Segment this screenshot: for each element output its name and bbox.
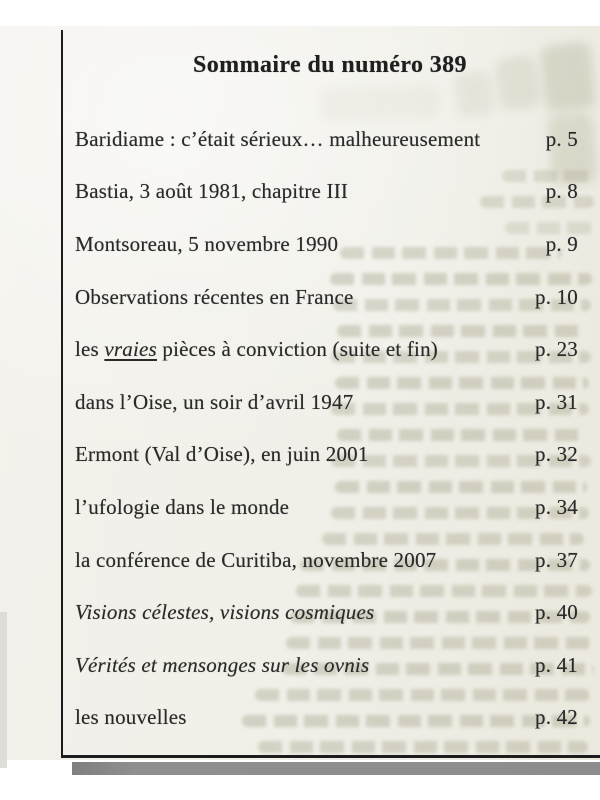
toc-entry: [75, 586, 578, 639]
toc-entry-label-segment: Montsoreau, 5 novembre 1990: [75, 231, 339, 256]
toc-entry-page: p. 37: [535, 547, 578, 572]
toc-entry-label: [75, 232, 338, 257]
toc-entry-page: p. 32: [535, 442, 578, 467]
toc-entry-label-segment: vraies: [104, 337, 157, 362]
toc-entry-page: p. 41: [535, 652, 578, 677]
toc-entry-label: [75, 337, 438, 362]
toc-entry-page: p. 9: [545, 231, 578, 256]
toc-entry: [75, 692, 578, 745]
toc-entry-label-segment: la conférence de Curitiba, novembre 2007: [75, 547, 437, 572]
scan-edge-strip: [0, 612, 7, 768]
toc-entry-label-segment: Visions célestes, visions cosmiques: [75, 600, 375, 625]
toc-entry-label-segment: Bastia, 3 août 1981, chapitre III: [75, 179, 349, 204]
toc-entry-label: [75, 705, 187, 730]
page-frame-left-border: [61, 30, 63, 758]
toc-entry: [75, 534, 578, 587]
toc-entry-label: [75, 285, 354, 310]
page-frame-bottom-border: [61, 755, 600, 758]
toc-entry: [75, 323, 578, 376]
toc-entry-label-segment: l’ufologie dans le monde: [75, 494, 290, 519]
toc-entry-page: p. 40: [535, 600, 578, 625]
toc-entry-label: [75, 495, 289, 520]
toc-entry-label-segment: les nouvelles: [75, 705, 187, 730]
toc-entry: [75, 481, 578, 534]
toc-entry-page: p. 42: [535, 705, 578, 730]
toc-entry: [75, 376, 578, 429]
page-paper: [0, 26, 600, 760]
toc-entry-label-segment: Observations récentes en France: [75, 284, 354, 309]
toc-entry-label-segment: pièces à conviction (suite et fin): [156, 337, 438, 362]
toc-entry-label-segment: les: [75, 337, 105, 362]
toc-entry: [75, 113, 578, 166]
toc-entry-page: p. 31: [535, 389, 578, 414]
toc-entry-page: p. 8: [545, 179, 578, 204]
toc-entry-label-segment: Vérités et mensonges sur les ovnis: [75, 652, 370, 677]
toc-entry: [75, 429, 578, 482]
toc-entry-page: p. 10: [535, 284, 578, 309]
toc-entry-label: [75, 653, 369, 678]
toc-entry-label-segment: dans l’Oise, un soir d’avril 1947: [75, 389, 354, 414]
toc-entry-label: [75, 390, 353, 415]
toc-entry-label: [75, 600, 374, 625]
toc-entry-label-segment: Baridiame : c’était sérieux… malheureusement: [75, 126, 481, 151]
toc-entry-page: p. 34: [535, 494, 578, 519]
toc-entry-page: p. 23: [535, 337, 578, 362]
scan-shadow-band: [72, 762, 600, 775]
toc-entry-page: p. 5: [545, 126, 578, 151]
page-title: Sommaire du numéro 389: [193, 52, 467, 78]
toc-entry-label: [75, 442, 369, 467]
toc-entry: [75, 639, 578, 692]
toc-entry: [75, 271, 578, 324]
toc-entry: [75, 218, 578, 271]
toc-entry-label: [75, 179, 348, 204]
toc-entry-label: [75, 548, 436, 573]
toc-entry-label-segment: Ermont (Val d’Oise), en juin 2001: [75, 442, 369, 467]
toc-entry: [75, 166, 578, 219]
toc-list: [75, 113, 578, 744]
toc-entry-label: [75, 127, 480, 152]
